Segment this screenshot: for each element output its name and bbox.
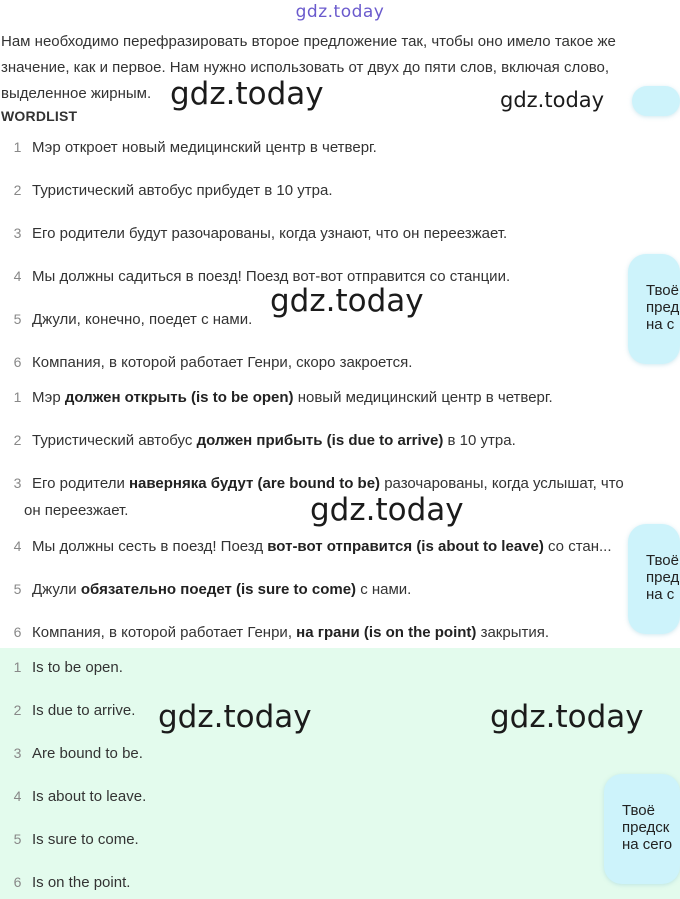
bubble-line: предск bbox=[622, 819, 670, 836]
bubble-line: Твоё bbox=[622, 802, 655, 819]
answer-item bbox=[0, 869, 670, 896]
sentence-part: Туристический автобус bbox=[32, 432, 197, 449]
watermark: gdz.today bbox=[310, 492, 464, 528]
answer-text: Is about to leave. bbox=[32, 788, 147, 805]
bubble-line: на сего bbox=[622, 836, 673, 853]
answer-item bbox=[0, 654, 670, 681]
chat-bubble-partial[interactable] bbox=[632, 86, 680, 116]
answer-phrase: вот-вот отправится (is about to leave) bbox=[267, 538, 544, 555]
bubble-line: на с bbox=[646, 586, 675, 603]
chat-bubble[interactable] bbox=[628, 524, 680, 634]
item-number: 5 bbox=[13, 581, 22, 597]
sentence-part: разочарованы, когда услышат, что bbox=[380, 475, 624, 492]
item-number: 1 bbox=[13, 389, 22, 405]
sentence-part: Мэр bbox=[32, 389, 65, 406]
watermark: gdz.today bbox=[170, 76, 324, 112]
bubble-line: Твоё bbox=[646, 552, 679, 569]
sentence-part: закрытия. bbox=[476, 624, 550, 641]
item-number: 4 bbox=[13, 268, 22, 284]
sentence-text: Мэр откроет новый медицинский центр в четверг. bbox=[32, 139, 377, 156]
sentence-text: Джули, конечно, поедет с нами. bbox=[32, 311, 253, 328]
rewritten-sentence bbox=[0, 619, 670, 646]
watermark: gdz.today bbox=[490, 699, 644, 735]
task-instructions: Нам необходимо перефразировать второе предложение так, чтобы оно имело такое же значение, как и первое. Нам нужно использовать от двух до пяти слов, включая слово, выделенное жирным. bbox=[1, 33, 616, 102]
item-number: 5 bbox=[13, 831, 22, 847]
answer-text: Are bound to be. bbox=[32, 745, 143, 762]
item-number: 1 bbox=[13, 659, 22, 675]
original-sentence bbox=[0, 177, 670, 204]
answer-text: Is to be open. bbox=[32, 659, 123, 676]
answer-text: Is sure to come. bbox=[32, 831, 139, 848]
item-number: 3 bbox=[13, 225, 22, 241]
rewritten-sentence bbox=[0, 533, 670, 560]
item-number: 6 bbox=[13, 624, 22, 640]
item-number: 3 bbox=[13, 475, 22, 491]
original-sentence bbox=[0, 134, 670, 161]
site-logo: gdz.today bbox=[295, 2, 385, 22]
watermark: gdz.today bbox=[158, 699, 312, 735]
sentence-part: Джули bbox=[32, 581, 81, 598]
sentence-text: Мы должны садиться в поезд! Поезд вот-вот отправится со станции. bbox=[32, 268, 511, 285]
sentence-text: Компания, в которой работает Генри, скоро закроется. bbox=[32, 354, 413, 371]
wordlist-heading: WORDLIST bbox=[1, 108, 78, 124]
bubble-line: Твоё bbox=[646, 282, 679, 299]
item-number: 6 bbox=[13, 874, 22, 890]
watermark: gdz.today bbox=[270, 283, 424, 319]
chat-bubble[interactable] bbox=[628, 254, 680, 364]
watermark: gdz.today bbox=[500, 88, 605, 112]
item-number: 4 bbox=[13, 788, 22, 804]
answer-phrase: на грани (is on the point) bbox=[296, 624, 477, 641]
bubble-line: на с bbox=[646, 316, 675, 333]
bubble-line: пред bbox=[646, 299, 680, 316]
sentence-part: с нами. bbox=[356, 581, 412, 598]
answer-phrase: должен открыть (is to be open) bbox=[64, 389, 294, 406]
original-sentence bbox=[0, 349, 670, 376]
item-number: 2 bbox=[13, 432, 22, 448]
answer-phrase: должен прибыть (is due to arrive) bbox=[196, 432, 444, 449]
item-number: 3 bbox=[13, 745, 22, 761]
answer-phrase: обязательно поедет (is sure to come) bbox=[80, 581, 357, 598]
item-number: 6 bbox=[13, 354, 22, 370]
answer-text: Is due to arrive. bbox=[32, 702, 136, 719]
sentence-text: Его родители будут разочарованы, когда узнают, что он переезжает. bbox=[32, 225, 508, 242]
answers-panel bbox=[0, 648, 680, 899]
rewritten-sentence bbox=[0, 576, 670, 603]
item-number: 2 bbox=[13, 182, 22, 198]
sentence-text: Туристический автобус прибудет в 10 утра. bbox=[32, 182, 333, 199]
item-number: 1 bbox=[13, 139, 22, 155]
item-number: 2 bbox=[13, 702, 22, 718]
sentence-part: Мы должны сесть в поезд! Поезд bbox=[32, 538, 268, 555]
answer-item bbox=[0, 826, 670, 853]
sentence-part: Его родители bbox=[32, 475, 129, 492]
sentence-part: Компания, в которой работает Генри, bbox=[32, 624, 297, 641]
answer-phrase: наверняка будут (are bound to be) bbox=[129, 475, 381, 492]
bubble-line: пред bbox=[646, 569, 680, 586]
answer-item bbox=[0, 740, 670, 767]
sentence-part: со стан... bbox=[543, 538, 612, 555]
sentence-part: в 10 утра. bbox=[443, 432, 516, 449]
rewritten-sentence bbox=[0, 427, 670, 454]
item-number: 5 bbox=[13, 311, 22, 327]
sentence-part: новый медицинский центр в четверг. bbox=[293, 389, 553, 406]
answer-item bbox=[0, 783, 670, 810]
original-sentence bbox=[0, 220, 670, 247]
sentence-part: он переезжает. bbox=[24, 502, 129, 519]
chat-bubble[interactable] bbox=[604, 774, 680, 884]
rewritten-sentence bbox=[0, 384, 670, 411]
answer-text: Is on the point. bbox=[32, 874, 131, 891]
item-number: 4 bbox=[13, 538, 22, 554]
